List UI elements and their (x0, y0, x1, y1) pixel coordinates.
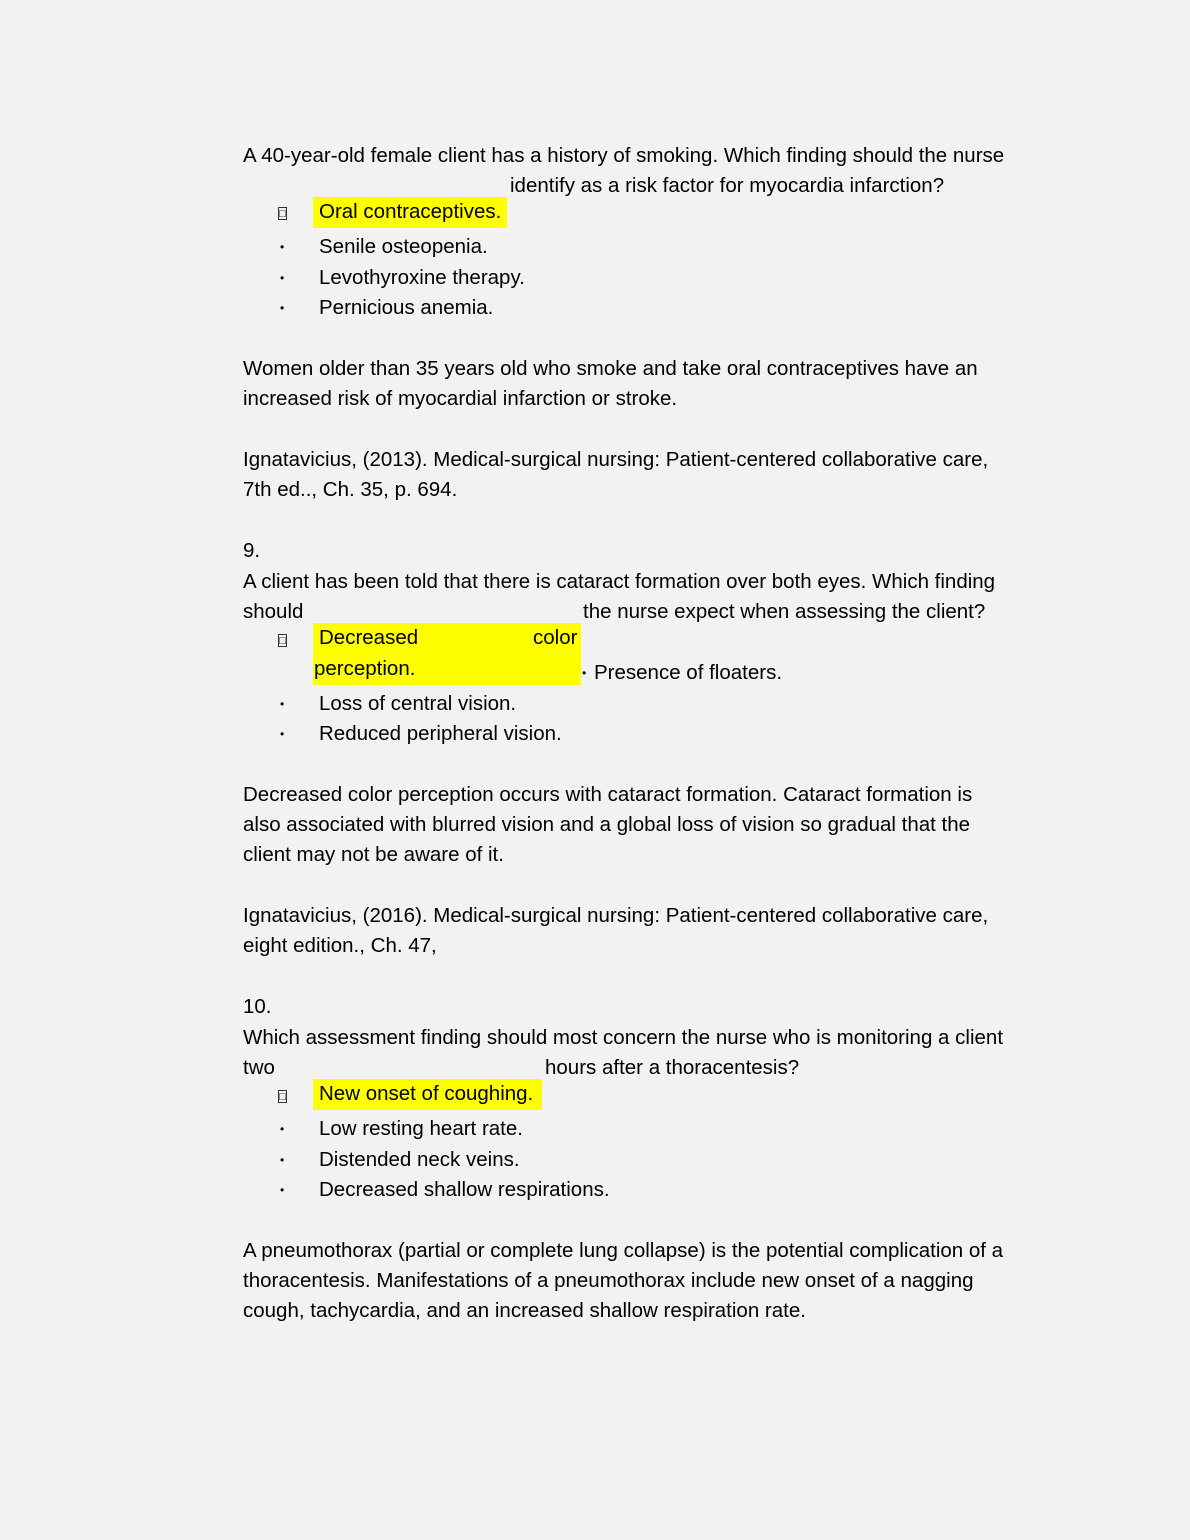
q10-correct-answer: New onset of coughing. (313, 1079, 542, 1110)
bullet-icon: • (280, 240, 285, 254)
q8-rationale-line1: Women older than 35 years old who smoke and take oral contraceptives have an (243, 357, 978, 380)
q10-rationale-line1: A pneumothorax (partial or complete lung collapse) is the potential complication of a (243, 1239, 1004, 1262)
missing-glyph-icon: □ (279, 635, 286, 647)
q10-correct-marker (278, 1081, 288, 1111)
q10-rationale-line3: cough, tachycardia, and an increased shallow respiration rate. (243, 1299, 806, 1322)
q8-option-1: Senile osteopenia. (319, 235, 488, 258)
q10-rationale-line2: thoracentesis. Manifestations of a pneumothorax include new onset of a nagging (243, 1269, 974, 1292)
q8-correct-marker (278, 198, 288, 228)
missing-glyph-icon: □ (279, 208, 286, 220)
missing-glyph-icon: □ (279, 1091, 286, 1103)
q9-stem-line2a: should (243, 600, 304, 623)
q9-reference-line2: eight edition., Ch. 47, (243, 934, 437, 957)
q8-stem-line2: identify as a risk factor for myocardia infarction? (510, 174, 945, 197)
q9-correct-word2: color (533, 626, 578, 649)
bullet-icon: • (280, 1153, 285, 1167)
q9-option-1: Loss of central vision. (319, 692, 517, 715)
q10-option-2: Distended neck veins. (319, 1148, 520, 1171)
q9-correct-word3: perception. (314, 657, 416, 680)
q9-inline-option: Presence of floaters. (594, 661, 783, 684)
q9-reference-line1: Ignatavicius, (2016). Medical-surgical nursing: Patient-centered collaborative care, (243, 904, 989, 927)
q8-option-2: Levothyroxine therapy. (319, 266, 525, 289)
q10-option-1: Low resting heart rate. (319, 1117, 523, 1140)
q9-option-2: Reduced peripheral vision. (319, 722, 562, 745)
q10-option-3: Decreased shallow respirations. (319, 1178, 610, 1201)
q10-stem-line2a: two (243, 1056, 275, 1079)
q8-correct-answer: Oral contraceptives. (313, 197, 507, 228)
q8-rationale-line2: increased risk of myocardial infarction or stroke. (243, 387, 678, 410)
q9-number: 9. (243, 539, 261, 562)
q9-stem-line1: A client has been told that there is cataract formation over both eyes. Which finding (243, 570, 996, 593)
q9-correct-marker (278, 625, 288, 655)
q9-rationale-line3: client may not be aware of it. (243, 843, 504, 866)
q8-option-3: Pernicious anemia. (319, 296, 494, 319)
bullet-icon: • (280, 1122, 285, 1136)
q9-correct-word1: Decreased (319, 626, 419, 649)
q10-stem-line1: Which assessment finding should most concern the nurse who is monitoring a client (243, 1026, 1004, 1049)
bullet-icon: • (280, 1183, 285, 1197)
q10-stem-line2b: hours after a thoracentesis? (545, 1056, 800, 1079)
q9-stem-line2b: the nurse expect when assessing the client? (583, 600, 986, 623)
q9-rationale-line2: also associated with blurred vision and a global loss of vision so gradual that the (243, 813, 971, 836)
q8-reference-line2: 7th ed.., Ch. 35, p. 694. (243, 478, 458, 501)
q8-stem-line1: A 40-year-old female client has a history of smoking. Which finding should the nurse (243, 144, 1005, 167)
bullet-icon: • (280, 271, 285, 285)
q10-number: 10. (243, 995, 272, 1018)
q9-rationale-line1: Decreased color perception occurs with cataract formation. Cataract formation is (243, 783, 973, 806)
bullet-icon: • (280, 727, 285, 741)
q8-reference-line1: Ignatavicius, (2013). Medical-surgical nursing: Patient-centered collaborative care, (243, 448, 989, 471)
bullet-icon: • (280, 301, 285, 315)
bullet-icon: • (280, 697, 285, 711)
bullet-icon: • (582, 666, 587, 680)
